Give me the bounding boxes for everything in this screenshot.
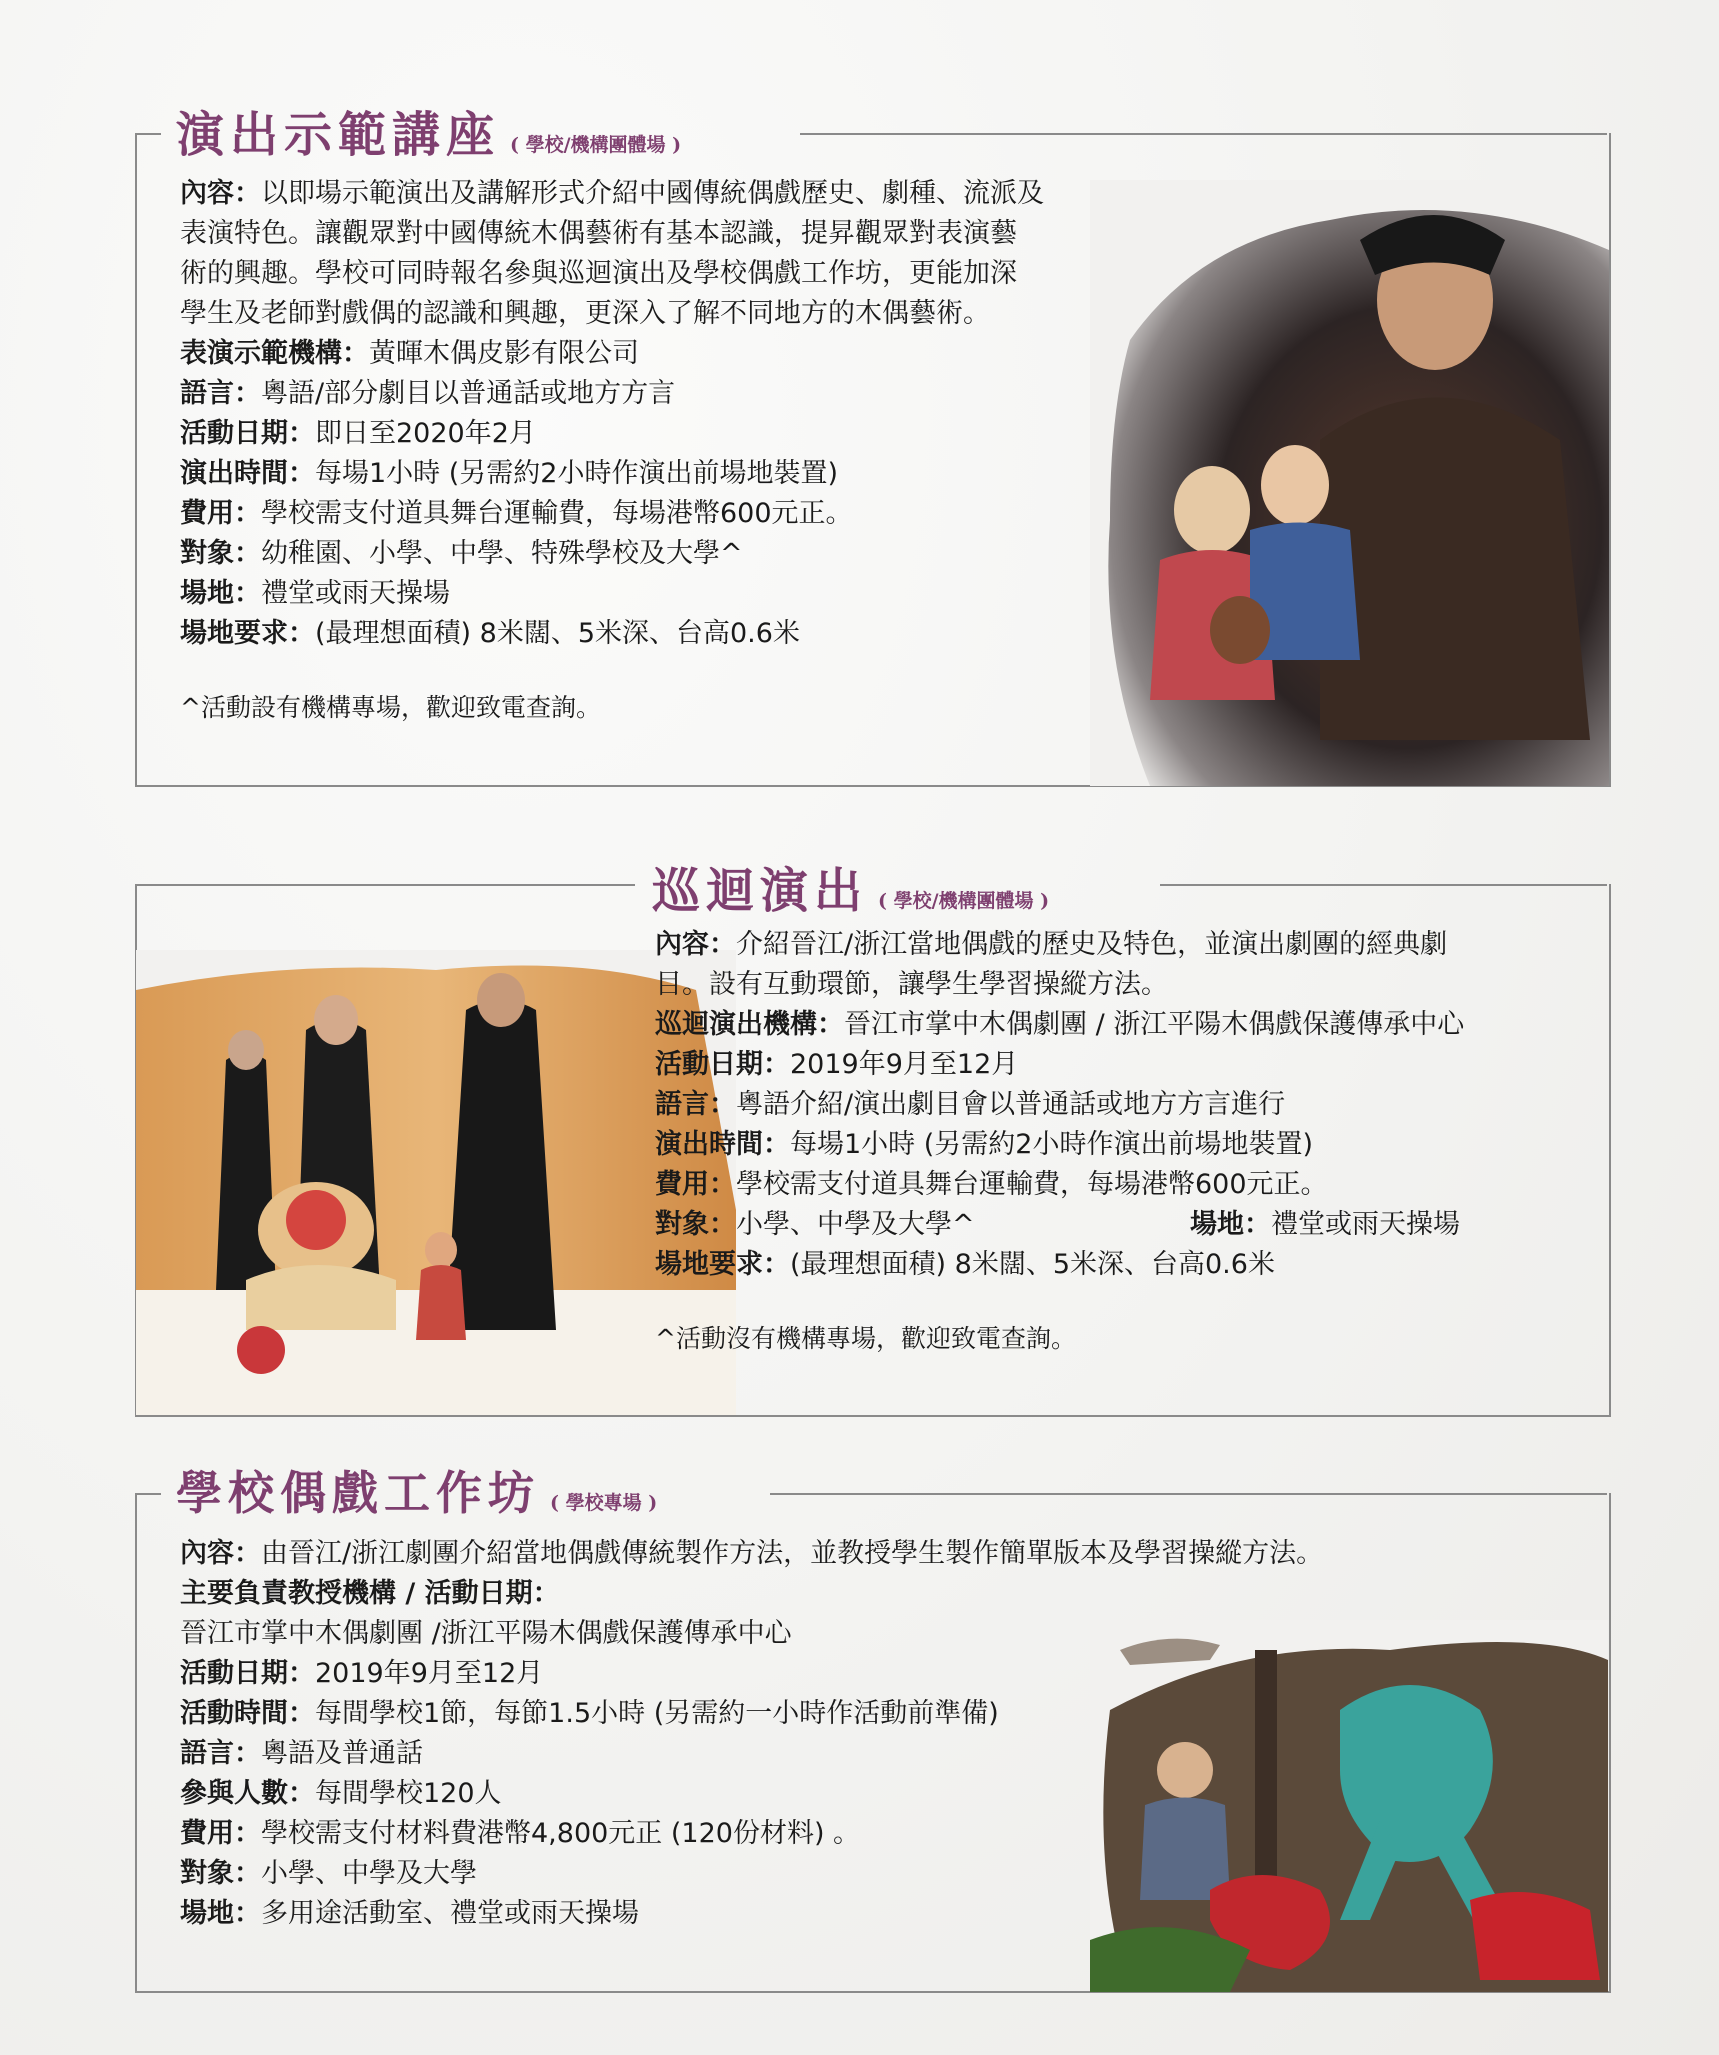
detail-value: 學校需支付道具舞台運輸費，每場港幣600元正。	[261, 498, 853, 529]
content-label: 內容：	[180, 178, 261, 209]
detail-label: 場地：	[180, 1898, 261, 1929]
detail-value: 學校需支付道具舞台運輸費，每場港幣600元正。	[736, 1169, 1328, 1200]
detail-date	[180, 414, 1190, 454]
detail-value: 粵語/部分劇目以普通話或地方方言	[261, 378, 676, 409]
detail-fee	[180, 494, 1190, 534]
content-line: 介紹晉江/浙江當地偶戲的歷史及特色，並演出劇團的經典劇	[736, 929, 1448, 960]
section1-note: ^活動設有機構專場，歡迎致電查詢。	[180, 693, 601, 722]
section3-heading	[176, 1457, 657, 1523]
content-line: 學生及老師對戲偶的認識和興趣，更深入了解不同地方的木偶藝術。	[180, 298, 990, 329]
detail-label: 主要負責教授機構 / 活動日期：	[180, 1578, 560, 1609]
detail-participants	[180, 1774, 1570, 1814]
section1-title: 演出示範講座	[176, 107, 501, 163]
content-value: 由晉江/浙江劇團介紹當地偶戲傳統製作方法，並教授學生製作簡單版本及學習操縱方法。	[261, 1538, 1324, 1569]
detail-value: 黃暉木偶皮影有限公司	[369, 338, 639, 369]
detail-value: 小學、中學及大學	[261, 1858, 477, 1889]
detail-time	[180, 1694, 1570, 1734]
section3-content	[180, 1534, 1570, 1574]
detail-label: 場地：	[180, 578, 261, 609]
detail-venue	[180, 574, 1190, 614]
content-line: 以即場示範演出及講解形式介紹中國傳統偶戲歷史、劇種、流派及	[261, 178, 1044, 209]
detail-label: 演出時間：	[655, 1129, 790, 1160]
section3-subtitle: ( 學校專場 )	[550, 1492, 658, 1514]
detail-value: 粵語介紹/演出劇目會以普通話或地方方言進行	[736, 1089, 1286, 1120]
detail-venue	[180, 1894, 1570, 1934]
section1-heading	[176, 96, 681, 165]
detail-target-venue	[655, 1205, 1595, 1245]
section2-heading	[652, 852, 1049, 921]
detail-time	[655, 1125, 1595, 1165]
detail-value: 每間學校120人	[315, 1778, 502, 1809]
detail-label: 對象：	[180, 538, 261, 569]
detail-label: 對象：	[655, 1209, 736, 1240]
detail-venue-requirement	[180, 614, 1190, 654]
detail-label: 活動時間：	[180, 1698, 315, 1729]
detail-value: 粵語及普通話	[261, 1738, 423, 1769]
content-label: 內容：	[180, 1538, 261, 1569]
detail-label: 費用：	[180, 1818, 261, 1849]
detail-label: 場地要求：	[655, 1249, 790, 1280]
content-line: 表演特色。讓觀眾對中國傳統木偶藝術有基本認識，提昇觀眾對表演藝	[180, 218, 1017, 249]
detail-target	[180, 1854, 1570, 1894]
section2-subtitle: ( 學校/機構團體場 )	[878, 890, 1050, 912]
detail-label: 活動日期：	[180, 418, 315, 449]
detail-value: 2019年9月至12月	[790, 1049, 1019, 1080]
section1-text	[180, 174, 1190, 728]
detail-value: 晉江市掌中木偶劇團 / 浙江平陽木偶戲保護傳承中心	[844, 1009, 1465, 1040]
section1-subtitle: ( 學校/機構團體場 )	[510, 134, 682, 156]
detail-label: 場地：	[1190, 1209, 1271, 1240]
detail-organizer	[180, 334, 1190, 374]
detail-value: 每間學校1節，每節1.5小時 (另需約一小時作活動前準備)	[315, 1698, 999, 1729]
detail-label: 語言：	[180, 1738, 261, 1769]
detail-value: 學校需支付材料費港幣4,800元正 (120份材料) 。	[261, 1818, 861, 1849]
content-line: 目。設有互動環節，讓學生學習操縱方法。	[655, 969, 1168, 1000]
section3-organizer-label	[180, 1574, 1570, 1614]
detail-label: 參與人數：	[180, 1778, 315, 1809]
section3-organizer-value: 晉江市掌中木偶劇團 /浙江平陽木偶戲保護傳承中心	[180, 1618, 792, 1649]
detail-value: 即日至2020年2月	[315, 418, 536, 449]
section2-content	[655, 925, 1595, 965]
section3-text	[180, 1534, 1570, 1934]
detail-value: 幼稚園、小學、中學、特殊學校及大學^	[261, 538, 743, 569]
section1-content	[180, 174, 1190, 214]
detail-label: 費用：	[655, 1169, 736, 1200]
detail-label: 場地要求：	[180, 618, 315, 649]
detail-target	[180, 534, 1190, 574]
detail-date	[655, 1045, 1595, 1085]
detail-language	[180, 1734, 1570, 1774]
detail-value: 小學、中學及大學^	[736, 1209, 975, 1240]
content-label: 內容：	[655, 929, 736, 960]
detail-fee	[180, 1814, 1570, 1854]
section3-title: 學校偶戲工作坊	[176, 1466, 540, 1520]
detail-value: 2019年9月至12月	[315, 1658, 544, 1689]
detail-label: 語言：	[655, 1089, 736, 1120]
detail-value: 每場1小時 (另需約2小時作演出前場地裝置)	[315, 458, 839, 489]
detail-venue-requirement	[655, 1245, 1595, 1285]
puppeteer-with-children-photo	[1090, 180, 1609, 786]
content-line: 術的興趣。學校可同時報名參與巡迴演出及學校偶戲工作坊，更能加深	[180, 258, 1017, 289]
detail-label: 對象：	[180, 1858, 261, 1889]
detail-language	[180, 374, 1190, 414]
detail-label: 活動日期：	[180, 1658, 315, 1689]
detail-value: 禮堂或雨天操場	[261, 578, 450, 609]
section2-title: 巡迴演出	[652, 863, 869, 919]
detail-date	[180, 1654, 1570, 1694]
detail-organizer	[655, 1005, 1595, 1045]
section2-note: ^活動沒有機構專場，歡迎致電查詢。	[655, 1324, 1076, 1353]
detail-value: 每場1小時 (另需約2小時作演出前場地裝置)	[790, 1129, 1314, 1160]
detail-value: 多用途活動室、禮堂或雨天操場	[261, 1898, 639, 1929]
detail-value: (最理想面積) 8米闊、5米深、台高0.6米	[315, 618, 800, 649]
section2-text	[655, 925, 1595, 1359]
detail-time	[180, 454, 1190, 494]
puppet-performance-photo	[136, 950, 736, 1415]
detail-label: 巡迴演出機構：	[655, 1009, 844, 1040]
detail-value: 禮堂或雨天操場	[1271, 1209, 1460, 1240]
detail-value: (最理想面積) 8米闊、5米深、台高0.6米	[790, 1249, 1275, 1280]
detail-label: 語言：	[180, 378, 261, 409]
detail-fee	[655, 1165, 1595, 1205]
detail-label: 演出時間：	[180, 458, 315, 489]
detail-language	[655, 1085, 1595, 1125]
detail-venue	[1190, 1205, 1460, 1245]
detail-label: 表演示範機構：	[180, 338, 369, 369]
detail-label: 費用：	[180, 498, 261, 529]
detail-label: 活動日期：	[655, 1049, 790, 1080]
